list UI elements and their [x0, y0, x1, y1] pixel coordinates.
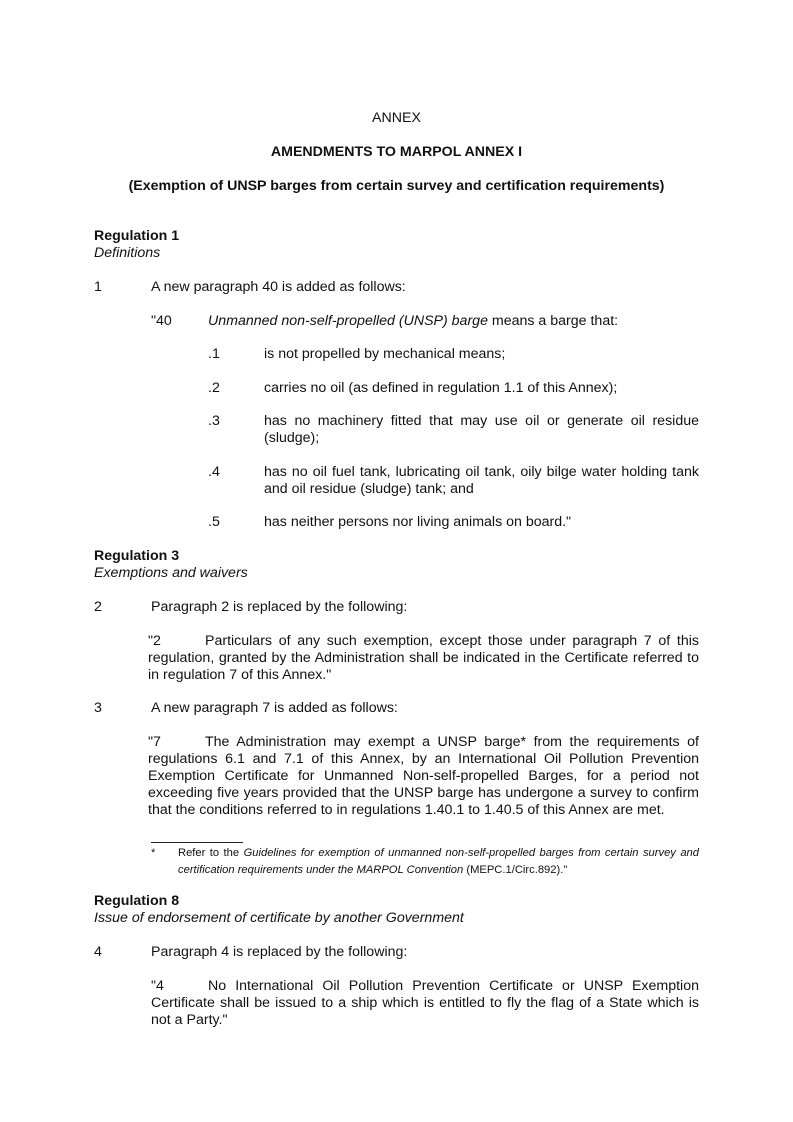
reg8-subheading: Issue of endorsement of certificate by another Government	[94, 910, 464, 926]
quote-text: No International Oil Pollution Prevention Certificate or UNSP Exemption Certificate shall be issued to a ship which is entitled to fly the flag of a State which is not a Party."	[151, 978, 699, 1028]
reg3-subheading: Exemptions and waivers	[94, 565, 248, 581]
reg1-heading: Regulation 1	[94, 228, 180, 244]
definition-text	[208, 313, 618, 330]
quote-number: "7	[148, 734, 161, 750]
reg1-subheading: Definitions	[94, 245, 161, 261]
footnote-text	[178, 845, 699, 879]
list-item-text: carries no oil (as defined in regulation 1.1 of this Annex);	[264, 380, 618, 396]
reg3-para2-number: 2	[94, 599, 102, 615]
reg1-para-number: 1	[94, 279, 102, 295]
list-item-text: has no oil fuel tank, lubricating oil tank, oily bilge water holding tank and oil residue (sludge) tank; and	[264, 464, 699, 497]
reg8-heading: Regulation 8	[94, 893, 180, 909]
quote-text: The Administration may exempt a UNSP barge* from the requirements of regulations 6.1 and 7.1 of this Annex, by an International Oil Pollution Prevention Exemption Certificate for Unmanned Non-self-propelled Barges, for a period not exceeding five years provided that the UNSP barge has undergone a survey to confirm that the conditions referred to in regulations 1.40.1 to 1.40.5 of this Annex are met.	[148, 734, 699, 818]
quoted-paragraph-7	[148, 734, 699, 819]
footnote-rule	[151, 842, 243, 843]
list-item-number: .4	[208, 464, 220, 480]
list-item-text: has neither persons nor living animals on board."	[264, 514, 572, 530]
definition-rest: means a barge that:	[487, 313, 619, 329]
annex-label: ANNEX	[372, 110, 421, 126]
list-item-text: is not propelled by mechanical means;	[264, 346, 506, 362]
footnote-lead: Refer to the	[178, 847, 244, 859]
document-subtitle: (Exemption of UNSP barges from certain survey and certification requirements)	[128, 178, 665, 194]
reg8-para-number: 4	[94, 944, 102, 960]
footnote-tail: (MEPC.1/Circ.892)."	[463, 864, 568, 876]
reg8-para-text: Paragraph 4 is replaced by the following:	[151, 944, 408, 960]
list-item-number: .1	[208, 346, 220, 362]
quoted-paragraph-2	[148, 633, 699, 684]
reg3-para2-text: Paragraph 2 is replaced by the following:	[151, 599, 408, 615]
quoted-paragraph-4	[151, 978, 699, 1029]
quote-text: Particulars of any such exemption, except those under paragraph 7 of this regulation, granted by the Administration shall be indicated in the Certificate referred to in regulation 7 of this Annex."	[148, 633, 699, 683]
document-title: AMENDMENTS TO MARPOL ANNEX I	[270, 144, 523, 160]
reg3-heading: Regulation 3	[94, 548, 180, 564]
definition-term: Unmanned non-self-propelled (UNSP) barge	[208, 313, 488, 329]
quote-number: "2	[148, 633, 161, 649]
footnote-guidelines-title: Guidelines for exemption of unmanned non-self-propelled barges from certain survey and certification requirements under the MARPOL Convention	[178, 847, 699, 876]
quote-number: "4	[151, 978, 164, 994]
reg3-para3-number: 3	[94, 700, 102, 716]
footnote-mark: *	[151, 847, 156, 859]
reg3-para3-text: A new paragraph 7 is added as follows:	[151, 700, 398, 716]
list-item-number: .3	[208, 413, 220, 429]
list-item-text: has no machinery fitted that may use oil or generate oil residue (sludge);	[264, 413, 699, 446]
list-item-number: .5	[208, 514, 220, 530]
reg1-para-text: A new paragraph 40 is added as follows:	[151, 279, 406, 295]
list-item-number: .2	[208, 380, 220, 396]
definition-number: "40	[151, 313, 172, 329]
